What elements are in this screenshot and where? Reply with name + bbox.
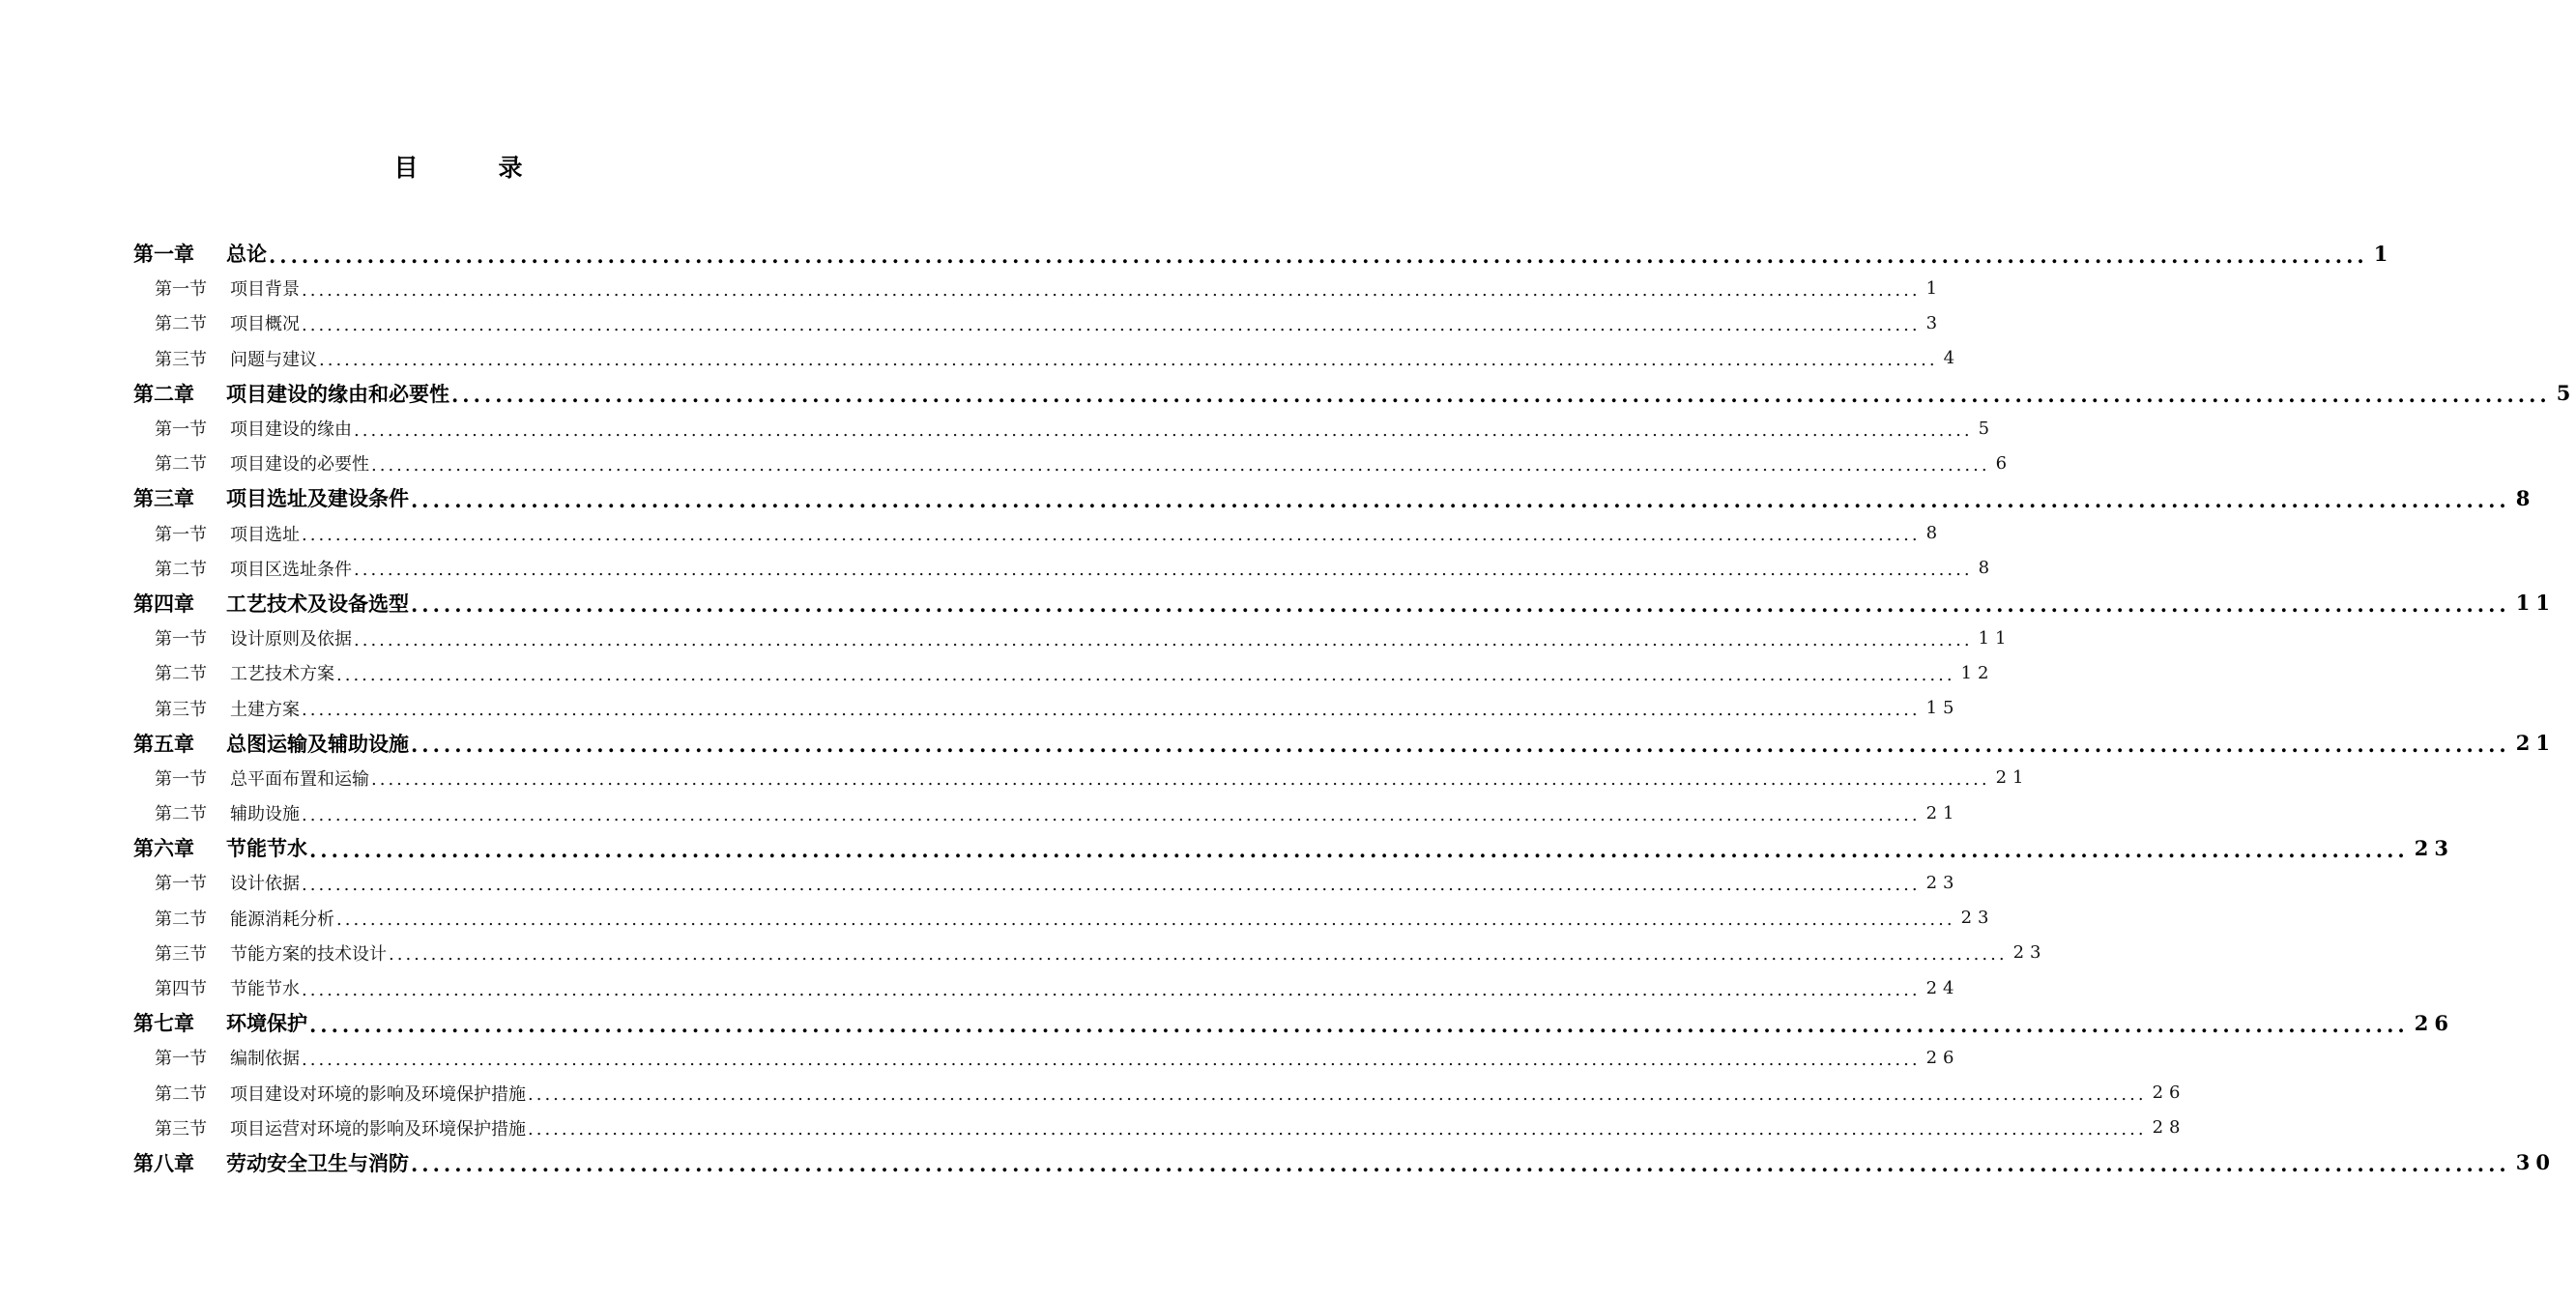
toc-entry-number: 第二节 xyxy=(155,314,207,335)
toc-dot-leader xyxy=(302,980,1921,1000)
toc-entry-title: 项目背景 xyxy=(230,279,300,301)
toc-dot-leader xyxy=(528,1119,2147,1140)
toc-chapter-entry[interactable] xyxy=(133,376,2576,411)
toc-dot-leader xyxy=(302,875,1921,895)
toc-chapter-entry[interactable] xyxy=(133,1145,2556,1180)
toc-page-number: 11 xyxy=(2515,591,2556,616)
toc-section-entry[interactable] xyxy=(133,936,2047,970)
toc-entry-title: 节能节水 xyxy=(226,836,307,861)
toc-section-entry[interactable] xyxy=(133,411,1996,446)
toc-entry-title: 总论 xyxy=(226,242,267,267)
toc-section-entry[interactable] xyxy=(133,1040,1960,1075)
toc-page-number: 21 xyxy=(1925,802,1960,823)
toc-page-number: 26 xyxy=(2414,1010,2454,1035)
toc-entry-title: 项目建设的必要性 xyxy=(230,454,369,476)
toc-entry-number: 第六章 xyxy=(133,836,194,861)
toc-entry-number: 第一章 xyxy=(133,242,194,267)
toc-entry-title: 项目建设对环境的影响及环境保护措施 xyxy=(230,1083,526,1105)
toc-section-entry[interactable] xyxy=(133,1111,2186,1145)
toc-chapter-entry[interactable] xyxy=(133,1005,2454,1040)
toc-entry-number: 第二节 xyxy=(155,454,207,476)
toc-entry-title: 能源消耗分析 xyxy=(230,909,334,930)
toc-chapter-entry[interactable] xyxy=(133,586,2556,621)
toc-dot-leader xyxy=(371,769,1990,790)
toc-page-number: 11 xyxy=(1978,627,2012,649)
toc-page-number: 30 xyxy=(2515,1150,2556,1175)
toc-entry-number: 第三节 xyxy=(155,943,207,965)
toc-section-entry[interactable] xyxy=(133,865,1960,900)
toc-entry-number: 第一节 xyxy=(155,629,207,650)
toc-dot-leader xyxy=(354,420,1973,441)
toc-page-number: 8 xyxy=(1925,523,1944,544)
toc-dot-leader xyxy=(354,560,1973,580)
toc-page-number: 3 xyxy=(1925,312,1944,333)
toc-dot-leader xyxy=(528,1084,2147,1105)
toc-section-entry[interactable] xyxy=(133,305,1944,340)
toc-dot-leader xyxy=(451,383,2551,407)
toc-section-entry[interactable] xyxy=(133,761,2030,795)
toc-page-number: 21 xyxy=(2515,731,2556,756)
toc-entry-number: 第一节 xyxy=(155,768,207,790)
toc-entry-number: 第二节 xyxy=(155,804,207,825)
toc-page-number: 15 xyxy=(1925,698,1960,719)
toc-section-entry[interactable] xyxy=(133,271,1944,305)
toc-page-number: 23 xyxy=(1925,872,1960,893)
toc-section-entry[interactable] xyxy=(133,655,1995,690)
toc-entry-title: 编制依据 xyxy=(230,1049,300,1070)
toc-entry-title: 节能节水 xyxy=(230,979,300,1000)
toc-entry-number: 第一节 xyxy=(155,419,207,441)
table-of-contents xyxy=(133,236,2576,1180)
toc-section-entry[interactable] xyxy=(133,795,1960,830)
toc-entry-number: 第五章 xyxy=(133,731,194,756)
toc-dot-leader xyxy=(309,1013,2409,1037)
toc-entry-title: 总平面布置和运输 xyxy=(230,768,369,790)
toc-section-entry[interactable] xyxy=(133,690,1960,725)
toc-dot-leader xyxy=(389,944,2008,965)
toc-dot-leader xyxy=(302,1050,1921,1070)
toc-entry-title: 环境保护 xyxy=(226,1011,307,1036)
toc-page-number: 23 xyxy=(2414,835,2454,860)
toc-section-entry[interactable] xyxy=(133,551,1996,586)
toc-entry-number: 第一节 xyxy=(155,874,207,895)
toc-entry-number: 第一节 xyxy=(155,279,207,301)
toc-entry-number: 第二节 xyxy=(155,909,207,930)
toc-entry-title: 项目建设的缘由 xyxy=(230,419,352,441)
toc-page-number: 1 xyxy=(1925,277,1944,299)
toc-dot-leader xyxy=(302,315,1921,335)
toc-chapter-entry[interactable] xyxy=(133,726,2556,761)
toc-entry-number: 第四节 xyxy=(155,979,207,1000)
toc-page-number: 1 xyxy=(2373,241,2394,266)
toc-dot-leader xyxy=(336,665,1955,685)
toc-chapter-entry[interactable] xyxy=(133,236,2394,271)
toc-page-number: 5 xyxy=(1978,418,1996,439)
toc-entry-number: 第一节 xyxy=(155,1049,207,1070)
toc-entry-number: 第三节 xyxy=(155,1118,207,1140)
toc-entry-number: 第四章 xyxy=(133,591,194,616)
toc-entry-title: 项目选址及建设条件 xyxy=(226,486,409,511)
toc-dot-leader xyxy=(411,488,2510,512)
toc-page-number: 8 xyxy=(1978,558,1996,579)
toc-entry-number: 第八章 xyxy=(133,1150,194,1175)
toc-entry-number: 第三章 xyxy=(133,486,194,511)
toc-entry-number: 第三节 xyxy=(155,349,207,370)
toc-dot-leader xyxy=(309,838,2409,862)
toc-page-number: 24 xyxy=(1925,977,1960,998)
toc-page-number: 5 xyxy=(2556,381,2576,406)
toc-entry-title: 项目建设的缘由和必要性 xyxy=(226,381,449,406)
toc-entry-title: 项目运营对环境的影响及环境保护措施 xyxy=(230,1118,526,1140)
toc-page-number: 21 xyxy=(1995,767,2030,789)
toc-section-entry[interactable] xyxy=(133,516,1944,551)
toc-chapter-entry[interactable] xyxy=(133,480,2536,515)
toc-dot-leader xyxy=(302,280,1921,301)
toc-dot-leader xyxy=(319,350,1938,370)
toc-page-number: 28 xyxy=(2152,1117,2186,1139)
toc-entry-title: 项目区选址条件 xyxy=(230,559,352,580)
toc-page-number: 8 xyxy=(2515,485,2536,510)
toc-dot-leader xyxy=(302,805,1921,825)
toc-page-number: 4 xyxy=(1943,348,1961,369)
toc-entry-number: 第一节 xyxy=(155,524,207,545)
toc-page-number: 26 xyxy=(2152,1082,2186,1104)
toc-dot-leader xyxy=(411,592,2510,617)
toc-section-entry[interactable] xyxy=(133,446,2013,480)
toc-page-number: 23 xyxy=(2012,942,2047,964)
page-title: 目 录 xyxy=(393,154,525,182)
toc-dot-leader xyxy=(302,525,1921,545)
toc-entry-title: 土建方案 xyxy=(230,699,300,720)
toc-section-entry[interactable] xyxy=(133,341,1961,376)
toc-page-number: 12 xyxy=(1960,662,1995,683)
toc-entry-title: 辅助设施 xyxy=(230,804,300,825)
toc-dot-leader xyxy=(336,909,1955,930)
toc-dot-leader xyxy=(354,630,1973,650)
toc-entry-title: 项目选址 xyxy=(230,524,300,545)
toc-section-entry[interactable] xyxy=(133,901,1995,936)
toc-page-number: 23 xyxy=(1960,908,1995,929)
toc-entry-title: 设计原则及依据 xyxy=(230,629,352,650)
toc-chapter-entry[interactable] xyxy=(133,830,2454,865)
toc-page-number: 6 xyxy=(1995,452,2013,474)
toc-dot-leader xyxy=(302,700,1921,720)
toc-entry-title: 总图运输及辅助设施 xyxy=(226,731,409,756)
toc-page-number: 26 xyxy=(1925,1047,1960,1068)
toc-entry-title: 工艺技术及设备选型 xyxy=(226,591,409,616)
toc-entry-number: 第二节 xyxy=(155,559,207,580)
toc-entry-title: 项目概况 xyxy=(230,314,300,335)
toc-entry-number: 第七章 xyxy=(133,1011,194,1036)
toc-entry-title: 设计依据 xyxy=(230,874,300,895)
toc-entry-title: 工艺技术方案 xyxy=(230,664,334,685)
toc-dot-leader xyxy=(411,1152,2510,1176)
toc-entry-title: 节能方案的技术设计 xyxy=(230,943,387,965)
toc-section-entry[interactable] xyxy=(133,970,1960,1005)
toc-section-entry[interactable] xyxy=(133,621,2012,655)
toc-entry-number: 第二节 xyxy=(155,664,207,685)
toc-entry-number: 第二节 xyxy=(155,1083,207,1105)
toc-section-entry[interactable] xyxy=(133,1076,2186,1111)
toc-dot-leader xyxy=(371,455,1990,476)
toc-entry-title: 劳动安全卫生与消防 xyxy=(226,1150,409,1175)
toc-entry-number: 第三节 xyxy=(155,699,207,720)
toc-dot-leader xyxy=(269,244,2368,268)
toc-entry-title: 问题与建议 xyxy=(230,349,317,370)
toc-dot-leader xyxy=(411,733,2510,757)
toc-entry-number: 第二章 xyxy=(133,381,194,406)
